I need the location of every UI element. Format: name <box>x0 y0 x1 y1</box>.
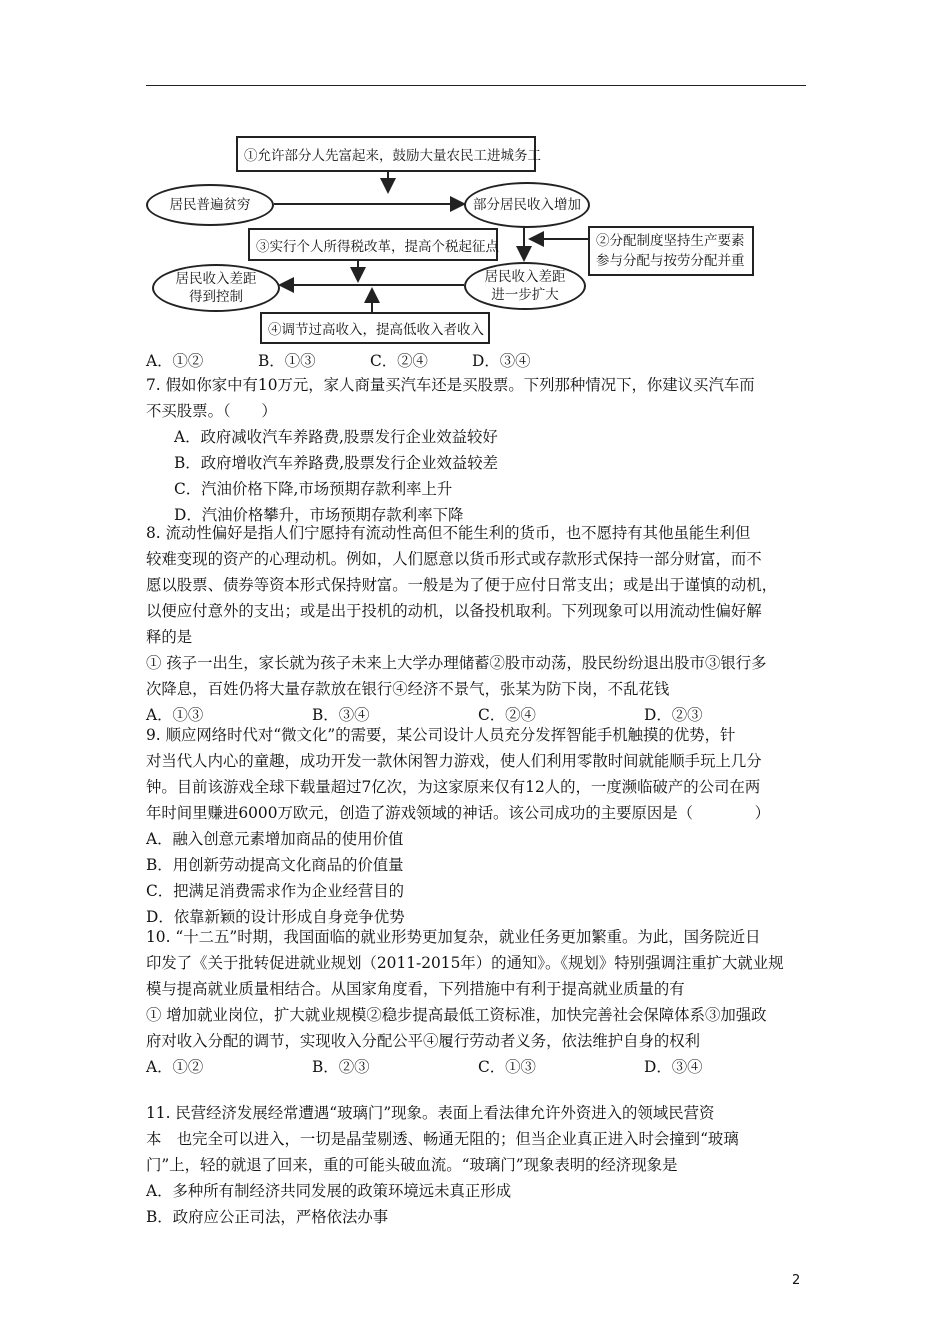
question-6 <box>146 348 810 374</box>
q6-option-a: A．①② <box>146 352 204 370</box>
q6-option-c: C．②④ <box>370 352 428 370</box>
header-rule <box>146 85 806 86</box>
q11-line: 11. 民营经济发展经常遭遇“玻璃门”现象。表面上看法律允许外资进入的领域民营资 <box>146 1104 715 1122</box>
q6-option-d: D．③④ <box>472 352 531 370</box>
q9-line: 年时间里赚进6000万欧元，创造了游戏领域的神话。该公司成功的主要原因是（ ） <box>146 804 771 822</box>
q9-line: 钟。目前该游戏全球下载量超过7亿次，为这家原来仅有12人的，一度濒临破产的公司在两 <box>146 778 761 796</box>
q7-option-b: B．政府增收汽车养路费,股票发行企业效益较差 <box>174 454 499 472</box>
q10-option-a: A．①② <box>146 1058 204 1076</box>
q11-option-b: B．政府应公正司法，严格依法办事 <box>146 1208 389 1226</box>
q8-line: 以便应付意外的支出；或是出于投机的动机，以备投机取利。下列现象可以用流动性偏好解 <box>146 602 762 620</box>
question-7 <box>146 372 810 528</box>
q10-options <box>146 1054 810 1080</box>
q9-line: 9. 顺应网络时代对“微文化”的需要，某公司设计人员充分发挥智能手机触摸的优势，针 <box>146 726 736 744</box>
diagram-ellipse-controlled: 居民收入差距 得到控制 <box>152 264 280 312</box>
question-11 <box>146 1100 810 1230</box>
q10-option-b: B．②③ <box>312 1058 370 1076</box>
diagram-box-2-line-1: ②分配制度坚持生产要素 <box>596 233 745 249</box>
q6-option-b: B．①③ <box>258 352 316 370</box>
q8-line: 8. 流动性偏好是指人们宁愿持有流动性高但不能生利的货币，也不愿持有其他虽能生利但 <box>146 524 751 542</box>
q9-option-d: D．依靠新颖的设计形成自身竞争优势 <box>146 908 405 926</box>
q7-option-a: A．政府减收汽车养路费,股票发行企业效益较好 <box>174 428 498 446</box>
q8-option-c: C．②④ <box>478 706 536 724</box>
diagram-ellipse-increase: 部分居民收入增加 <box>464 182 590 228</box>
diagram-box-3: ③实行个人所得税改革，提高个税起征点 <box>248 228 498 261</box>
q10-option-c: C．①③ <box>478 1058 536 1076</box>
question-10 <box>146 924 810 1080</box>
q8-option-d: D．②③ <box>644 706 703 724</box>
q8-option-a: A．①③ <box>146 706 204 724</box>
q9-option-a: A．融入创意元素增加商品的使用价值 <box>146 830 404 848</box>
flow-diagram <box>146 130 766 345</box>
diagram-ellipse-poor: 居民普遍贫穷 <box>146 184 274 226</box>
q10-option-d: D．③④ <box>644 1058 703 1076</box>
q9-option-b: B．用创新劳动提高文化商品的价值量 <box>146 856 404 874</box>
q8-line: 释的是 <box>146 628 193 646</box>
q9-option-c: C．把满足消费需求作为企业经营目的 <box>146 882 405 900</box>
q10-line: 府对收入分配的调节，实现收入分配公平④履行劳动者义务，依法维护自身的权利 <box>146 1032 701 1050</box>
q7-option-c: C．汽油价格下降,市场预期存款利率上升 <box>174 480 453 498</box>
page-number: 2 <box>792 1273 801 1288</box>
q7-line: 不买股票。（ ） <box>146 402 277 420</box>
q8-line: 愿以股票、债券等资本形式保持财富。一般是为了便于应付日常支出；或是出于谨慎的动机， <box>146 576 778 594</box>
q10-line: ① 增加就业岗位，扩大就业规模②稳步提高最低工资标准，加快完善社会保障体系③加强政 <box>146 1006 767 1024</box>
q10-line: 模与提高就业质量相结合。从国家角度看，下列措施中有利于提高就业质量的有 <box>146 980 685 998</box>
q11-line: 门”上，轻的就退了回来，重的可能头破血流。“玻璃门”现象表明的经济现象是 <box>146 1156 678 1174</box>
q7-option-d: D．汽油价格攀升，市场预期存款利率下降 <box>174 506 464 524</box>
diagram-box-4: ④调节过高收入，提高低收入者收入 <box>260 312 490 344</box>
diagram-box-2-line-2: 参与分配与按劳分配并重 <box>596 253 745 269</box>
question-8 <box>146 520 810 728</box>
q11-line: 本 也完全可以进入，一切是晶莹剔透、畅通无阻的；但当企业真正进入时会撞到“玻璃 <box>146 1130 739 1148</box>
q9-line: 对当代人内心的童趣，成功开发一款休闲智力游戏，使人们利用零散时间就能顺手玩上几分 <box>146 752 762 770</box>
diagram-ellipse-expand: 居民收入差距 进一步扩大 <box>464 262 586 310</box>
q8-line: ① 孩子一出生，家长就为孩子未来上大学办理储蓄②股市动荡，股民纷纷退出股市③银行多 <box>146 654 767 672</box>
q11-option-a: A．多种所有制经济共同发展的政策环境远未真正形成 <box>146 1182 512 1200</box>
q8-line: 次降息，百姓仍将大量存款放在银行④经济不景气，张某为防下岗，不乱花钱 <box>146 680 670 698</box>
q8-option-b: B．③④ <box>312 706 370 724</box>
q7-line: 7. 假如你家中有10万元，家人商量买汽车还是买股票。下列那种情况下，你建议买汽车而 <box>146 376 755 394</box>
q6-options <box>146 348 810 374</box>
diagram-box-2 <box>588 226 754 276</box>
diagram-box-1: ①允许部分人先富起来，鼓励大量农民工进城务工 <box>236 136 536 172</box>
q10-line: 10. “十二五”时期，我国面临的就业形势更加复杂，就业任务更加繁重。为此，国务院近日 <box>146 928 761 946</box>
question-9 <box>146 722 810 930</box>
q10-line: 印发了《关于批转促进就业规划（2011-2015年）的通知》。《规划》特别强调注重扩大就业规 <box>146 954 784 972</box>
q8-line: 较难变现的资产的心理动机。例如，人们愿意以货币形式或存款形式保持一部分财富，而不 <box>146 550 762 568</box>
